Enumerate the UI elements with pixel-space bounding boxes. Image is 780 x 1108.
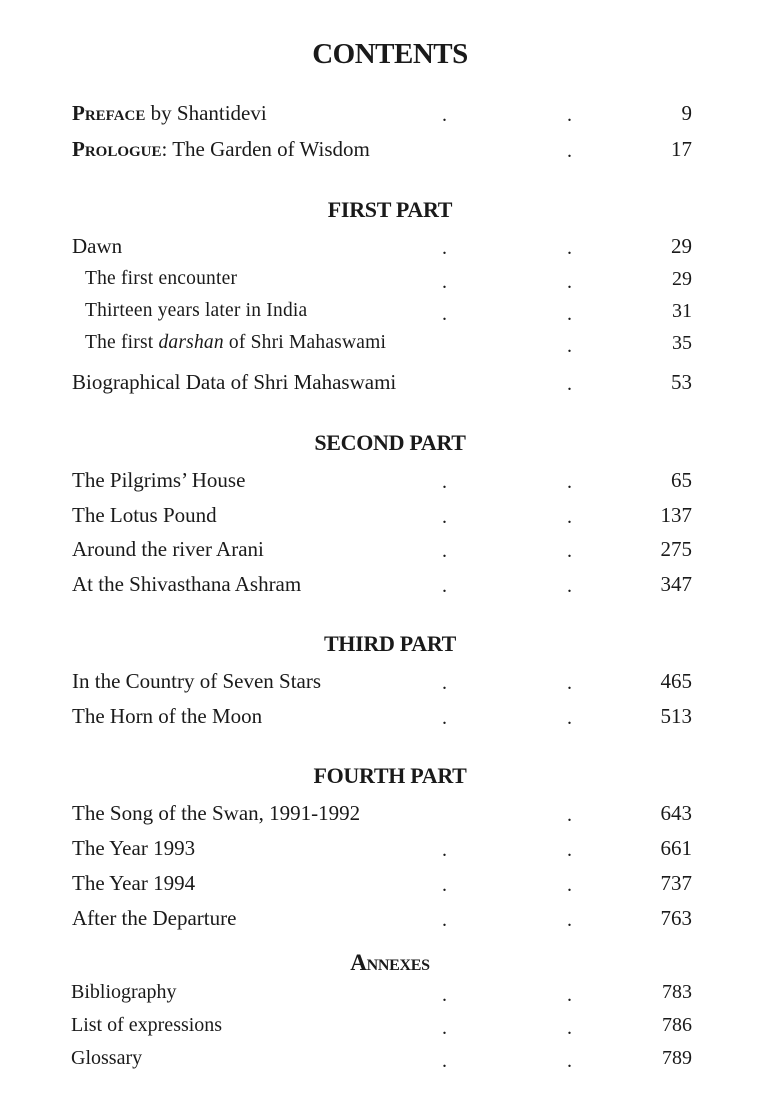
page-number: 137 xyxy=(660,503,692,527)
entry-pre: The first xyxy=(85,332,159,353)
toc-entry[interactable] xyxy=(0,801,780,831)
leader-dot: . xyxy=(567,909,572,931)
toc-entry[interactable] xyxy=(0,370,780,400)
page-number: 29 xyxy=(672,268,692,290)
toc-entry-label: At the Shivasthana Ashram xyxy=(72,572,302,596)
toc-entry-label: Glossary xyxy=(71,1047,143,1069)
toc-entry-label: The Horn of the Moon xyxy=(72,704,263,728)
page-number: 29 xyxy=(671,234,692,258)
toc-entry[interactable] xyxy=(0,871,780,901)
leader-dot: . xyxy=(442,1017,447,1039)
toc-entry[interactable] xyxy=(0,836,780,866)
entry-rest: : The Garden of Wisdom xyxy=(161,137,370,161)
toc-entry[interactable] xyxy=(0,1047,780,1077)
leader-dot: . xyxy=(567,1050,572,1072)
page-number: 17 xyxy=(671,137,692,161)
toc-subentry[interactable] xyxy=(0,332,780,362)
toc-entry-label xyxy=(72,137,370,162)
page-number: 65 xyxy=(671,468,692,492)
leader-dot: . xyxy=(567,335,572,357)
leader-dot: . xyxy=(442,672,447,694)
page-number: 9 xyxy=(681,101,692,125)
leader-dot: . xyxy=(567,575,572,597)
page-number: 661 xyxy=(660,836,692,860)
leader-dot: . xyxy=(442,839,447,861)
toc-entry-label: The Lotus Pound xyxy=(72,503,217,527)
page-number: 53 xyxy=(671,370,692,394)
leader-dot: . xyxy=(567,540,572,562)
toc-entry-preface[interactable] xyxy=(0,101,780,131)
leader-dot: . xyxy=(567,104,572,126)
leader-dot: . xyxy=(567,303,572,325)
leader-dot: . xyxy=(442,1050,447,1072)
leader-dot: . xyxy=(442,540,447,562)
entry-post: of Shri Mahaswami xyxy=(223,332,387,353)
entry-lead: Preface xyxy=(72,101,146,125)
section-heading-first-part: FIRST PART xyxy=(327,197,453,222)
toc-entry[interactable] xyxy=(0,1014,780,1044)
leader-dot: . xyxy=(567,839,572,861)
leader-dot: . xyxy=(442,104,447,126)
leader-dot: . xyxy=(567,373,572,395)
toc-entry-label: In the Country of Seven Stars xyxy=(72,669,322,693)
toc-entry-label: Biographical Data of Shri Mahaswami xyxy=(72,370,397,394)
leader-dot: . xyxy=(442,237,447,259)
page-number: 789 xyxy=(662,1047,692,1069)
toc-entry-label: Thirteen years later in India xyxy=(85,300,308,321)
leader-dot: . xyxy=(567,1017,572,1039)
entry-italic: darshan xyxy=(158,332,224,353)
leader-dot: . xyxy=(567,506,572,528)
leader-dot: . xyxy=(442,909,447,931)
toc-subentry[interactable] xyxy=(0,268,780,298)
toc-entry[interactable] xyxy=(0,537,780,567)
page-number: 31 xyxy=(672,300,692,322)
entry-rest: by Shantidevi xyxy=(145,101,267,125)
leader-dot: . xyxy=(567,874,572,896)
leader-dot: . xyxy=(442,271,447,293)
toc-entry-label: Dawn xyxy=(72,234,123,258)
leader-dot: . xyxy=(442,471,447,493)
toc-entry-label xyxy=(72,101,267,126)
page-number: 763 xyxy=(660,906,692,930)
leader-dot: . xyxy=(567,471,572,493)
entry-lead: Prologue xyxy=(72,137,162,161)
toc-entry-label: The Year 1994 xyxy=(72,871,196,895)
toc-entry-label: The Song of the Swan, 1991-1992 xyxy=(72,801,361,825)
toc-entry-label: The first encounter xyxy=(85,268,238,289)
page-number: 783 xyxy=(662,981,692,1003)
toc-entry[interactable] xyxy=(0,704,780,734)
section-heading-second-part: SECOND PART xyxy=(314,430,466,455)
toc-entry[interactable] xyxy=(0,572,780,602)
leader-dot: . xyxy=(567,672,572,694)
section-heading-third-part: THIRD PART xyxy=(323,631,457,656)
leader-dot: . xyxy=(567,271,572,293)
leader-dot: . xyxy=(442,984,447,1006)
leader-dot: . xyxy=(567,707,572,729)
toc-subentry[interactable] xyxy=(0,300,780,330)
toc-entry[interactable] xyxy=(0,503,780,533)
toc-entry-label: The Year 1993 xyxy=(72,836,196,860)
toc-entry[interactable] xyxy=(0,981,780,1011)
leader-dot: . xyxy=(567,984,572,1006)
toc-entry-prologue[interactable] xyxy=(0,137,780,167)
toc-entry-label: Around the river Arani xyxy=(72,537,264,561)
page-number: 465 xyxy=(660,669,692,693)
leader-dot: . xyxy=(442,575,447,597)
toc-entry[interactable] xyxy=(0,669,780,699)
section-heading-fourth-part: FOURTH PART xyxy=(313,763,467,788)
leader-dot: . xyxy=(442,303,447,325)
page-number: 786 xyxy=(662,1014,692,1036)
page-number: 35 xyxy=(672,332,692,354)
toc-entry-label xyxy=(85,332,386,354)
page-number: 513 xyxy=(660,704,692,728)
page-number: 737 xyxy=(660,871,692,895)
toc-entry-label: List of expressions xyxy=(71,1014,223,1036)
toc-entry[interactable] xyxy=(0,468,780,498)
leader-dot: . xyxy=(442,506,447,528)
toc-entry[interactable] xyxy=(0,906,780,936)
leader-dot: . xyxy=(567,140,572,162)
leader-dot: . xyxy=(442,874,447,896)
section-heading-annexes: Annexes xyxy=(350,950,430,975)
page-number: 347 xyxy=(660,572,692,596)
leader-dot: . xyxy=(442,707,447,729)
leader-dot: . xyxy=(567,804,572,826)
page-number: 275 xyxy=(660,537,692,561)
page-number: 643 xyxy=(660,801,692,825)
leader-dot: . xyxy=(567,237,572,259)
toc-entry[interactable] xyxy=(0,234,780,264)
toc-entry-label: After the Departure xyxy=(72,906,237,930)
toc-entry-label: Bibliography xyxy=(71,981,177,1003)
toc-entry-label: The Pilgrims’ House xyxy=(72,468,246,492)
page-title: CONTENTS xyxy=(312,38,468,70)
